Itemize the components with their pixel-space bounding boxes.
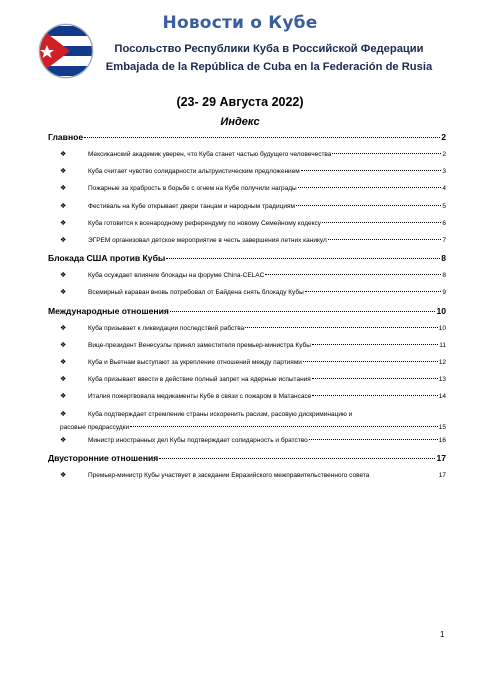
bullet-icon: ❖	[60, 272, 67, 280]
toc-entry[interactable]	[48, 388, 446, 405]
dot-leader	[312, 372, 438, 380]
toc-entry[interactable]	[48, 432, 446, 449]
toc-page-number: 17	[438, 472, 446, 480]
dot-leader	[166, 250, 440, 260]
toc-page-number: 9	[442, 289, 446, 297]
bullet-icon: ❖	[60, 411, 67, 419]
toc-section-title: Блокада США против Кубы	[48, 253, 166, 264]
dot-leader	[84, 128, 440, 138]
toc-entry-label: Всемирный караван вновь потребовал от Байдена снять блокаду Кубы	[88, 289, 304, 297]
bullet-icon: ❖	[60, 393, 67, 401]
toc-entry[interactable]	[48, 163, 446, 180]
bullet-icon: ❖	[60, 236, 67, 244]
bullet-icon: ❖	[60, 202, 67, 210]
page-number: 1	[440, 630, 445, 639]
toc-page-number: 8	[441, 253, 446, 264]
bullet-icon: ❖	[60, 151, 67, 158]
toc-page-number: 10	[438, 324, 446, 332]
toc-page-number: 3	[442, 168, 446, 176]
toc-entry-label: Куба и Вьетнам выступают за укрепление отношений между партиями	[88, 358, 302, 366]
embassy-name-ru: Посольство Республики Куба в Российской Федерации	[114, 43, 424, 55]
dot-leader	[322, 215, 441, 223]
toc-entry-label-line2: расовые предрассудки	[60, 424, 130, 432]
toc-entry[interactable]	[48, 180, 446, 197]
toc-entry-label: Вице-президент Венесуэлы принял заместителя премьер-министра Кубы	[88, 341, 311, 349]
toc-entry-label: Куба готовится к всенародному референдуму по новому Семейному кодексу	[88, 219, 322, 227]
toc-entry-label: Куба призывает ввести в действие полный запрет на ядерные испытания	[88, 376, 311, 384]
dot-leader	[159, 450, 435, 460]
bullet-icon: ❖	[60, 341, 67, 349]
toc-entry[interactable]	[48, 146, 446, 163]
toc-entry[interactable]	[48, 232, 446, 249]
bullet-icon: ❖	[60, 472, 67, 480]
toc-entry[interactable]	[48, 215, 446, 232]
bullet-icon: ❖	[60, 185, 67, 193]
bullet-icon: ❖	[60, 436, 67, 444]
bullet-icon: ❖	[60, 376, 67, 384]
dot-leader	[303, 354, 438, 362]
toc-entry[interactable]	[48, 267, 446, 284]
toc-page-number: 17	[436, 453, 446, 464]
dot-leader	[305, 285, 442, 293]
toc-section-international[interactable]	[48, 302, 446, 320]
toc-entry[interactable]	[48, 284, 446, 301]
toc-entry-label-wrap	[60, 405, 446, 432]
toc-entry-label: Куба считает чувство солидарности альтруистическим предложением	[88, 168, 300, 176]
toc-entry[interactable]	[48, 467, 446, 484]
toc-page-number: 16	[438, 436, 446, 444]
toc-section-title: Международные отношения	[48, 305, 169, 316]
toc-page-number: 6	[442, 219, 446, 227]
toc-page-number: 8	[442, 272, 446, 280]
bullet-icon: ❖	[60, 289, 67, 297]
bullet-icon: ❖	[60, 168, 67, 176]
date-range: (23- 29 Августа 2022)	[176, 95, 304, 109]
dot-leader	[265, 268, 441, 276]
dot-leader	[328, 232, 442, 240]
dot-leader	[245, 320, 438, 328]
toc-entry-label-line1: Куба подтверждает стремление страны искоренить расизм, расовую дискриминацию и	[88, 411, 353, 419]
bullet-icon: ❖	[60, 358, 67, 366]
dot-leader	[332, 147, 441, 155]
news-title: Новости о Кубе	[162, 13, 318, 33]
dot-leader	[296, 198, 441, 206]
toc-entry[interactable]	[48, 337, 446, 354]
toc-page-number: 5	[442, 202, 446, 210]
toc-entry-label: Италия пожертвовала медикаменты Кубе в связи с пожаром в Матансасе	[88, 393, 312, 401]
bullet-icon: ❖	[60, 324, 67, 332]
toc-page-number: 14	[438, 393, 446, 401]
toc-entry-label: Куба призывает к ликвидации последствий рабства	[88, 324, 245, 332]
toc-entry[interactable]	[48, 354, 446, 371]
toc-section-title: Двусторонние отношения	[48, 453, 159, 464]
bullet-icon: ❖	[60, 219, 67, 227]
dot-leader	[298, 181, 442, 189]
embassy-name-es: Embajada de la República de Cuba en la Federación de Rusia	[105, 61, 433, 73]
toc-page-number: 4	[442, 185, 446, 193]
toc-section-main[interactable]	[48, 128, 446, 146]
toc-page-number: 2	[442, 151, 446, 158]
toc-entry[interactable]	[48, 405, 446, 432]
toc-page-number: 13	[438, 376, 446, 384]
dot-leader	[312, 337, 438, 345]
toc-entry[interactable]	[48, 198, 446, 215]
toc-entry[interactable]	[48, 320, 446, 337]
index-title: Индекс	[220, 116, 260, 128]
toc-entry-label: Премьер-министр Кубы участвует в заседании Евразийского межправительственного совета	[88, 472, 370, 480]
toc-page-number: 12	[438, 358, 446, 366]
toc-page-number: 15	[438, 424, 446, 432]
dot-leader	[309, 432, 438, 440]
dot-leader	[130, 420, 438, 428]
toc-page-number: 7	[442, 236, 446, 244]
dot-leader	[301, 164, 442, 172]
toc-page-number: 2	[441, 132, 446, 142]
dot-leader	[370, 469, 437, 476]
toc-entry-label: Министр иностранных дел Кубы подтверждает солидарность и братство	[88, 436, 308, 444]
toc-entry-label: Пожарные за храбрость в борьбе с огнем на Кубе получили награды	[88, 185, 297, 193]
toc-entry-label: Фестиваль на Кубе открывает двери танцам и народным традициям	[88, 202, 295, 210]
toc-page-number: 11	[439, 341, 446, 349]
dot-leader	[170, 302, 436, 312]
toc-section-blockade[interactable]	[48, 249, 446, 267]
toc-section-title: Главное	[48, 132, 84, 142]
toc-entry[interactable]	[48, 371, 446, 388]
toc-page-number: 10	[436, 305, 446, 316]
toc-entry-label: Куба осуждает влияние блокады на форуме China-CELAC	[88, 272, 265, 280]
toc-section-bilateral[interactable]	[48, 449, 446, 467]
toc-entry-label: ЭГРЕМ организовал детское мероприятие в честь завершения летних каникул	[88, 236, 327, 244]
dot-leader	[312, 389, 437, 397]
table-of-contents	[48, 128, 446, 484]
toc-entry-label: Мексиканский академик уверен, что Куба станет частью будущего человечества	[88, 151, 332, 158]
